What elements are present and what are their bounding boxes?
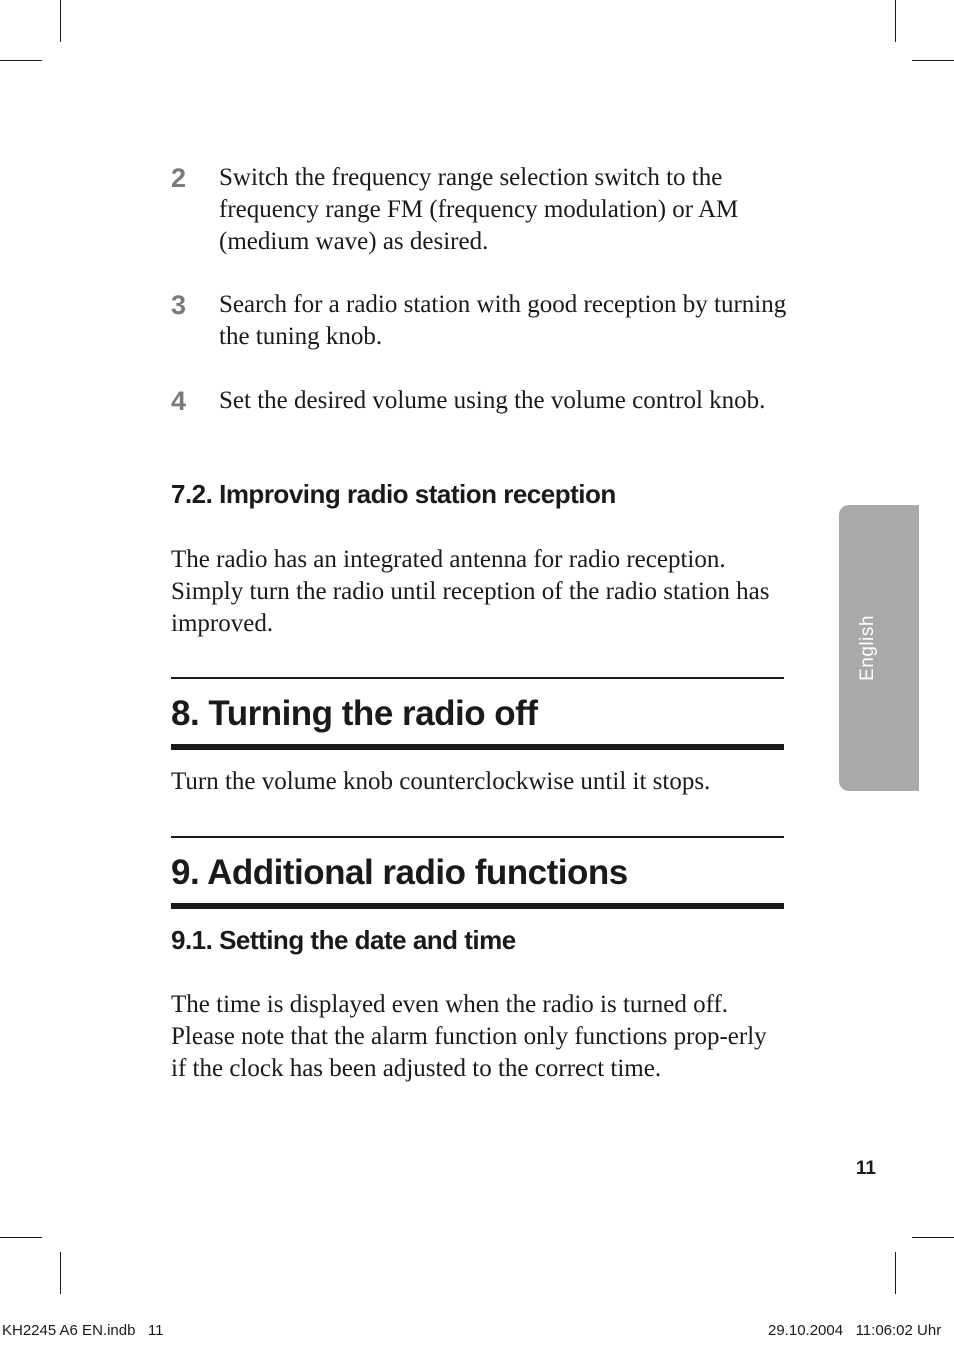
section-9-heading: 9. Additional radio functions [171, 853, 628, 892]
crop-mark [895, 0, 896, 42]
step-text: Switch the frequency range selection switch to the frequency range FM (frequency modulation) or AM (medium wave) as desired. [219, 164, 739, 255]
page-number: 11 [855, 1158, 876, 1179]
section-rule-bottom [171, 903, 784, 909]
slug-timestamp: 29.10.2004 11:06:02 Uhr [768, 1322, 942, 1339]
crop-mark [60, 0, 61, 42]
section-7-2-heading: 7.2. Improving radio station reception [171, 479, 616, 509]
crop-mark [895, 1252, 896, 1294]
section-8-heading: 8. Turning the radio off [171, 694, 538, 733]
crop-mark [912, 1237, 954, 1238]
language-tab-label: English [857, 615, 878, 681]
section-9-1-body: The time is displayed even when the radio is turned off. Please note that the alarm function only functions prop-erly if the clock has been adjusted to the correct time. [171, 991, 767, 1082]
step-number: 4 [171, 386, 187, 416]
crop-mark [0, 1237, 42, 1238]
crop-mark [912, 60, 954, 61]
step-text: Search for a radio station with good reception by turning the tuning knob. [219, 291, 787, 350]
slug-file: KH2245 A6 EN.indb 11 [2, 1322, 164, 1339]
crop-mark [60, 1252, 61, 1294]
step-text: Set the desired volume using the volume control knob. [219, 387, 766, 414]
section-rule-bottom [171, 744, 784, 750]
section-rule-top [171, 677, 784, 679]
crop-mark [0, 60, 42, 61]
section-7-2-body: The radio has an integrated antenna for radio reception. Simply turn the radio until reception of the radio station has improved. [171, 546, 770, 637]
section-8-body: Turn the volume knob counterclockwise until it stops. [171, 768, 711, 795]
section-rule-top [171, 836, 784, 838]
language-tab [839, 505, 919, 791]
section-9-1-heading: 9.1. Setting the date and time [171, 925, 516, 955]
step-number: 3 [171, 290, 187, 320]
step-number: 2 [171, 163, 187, 193]
